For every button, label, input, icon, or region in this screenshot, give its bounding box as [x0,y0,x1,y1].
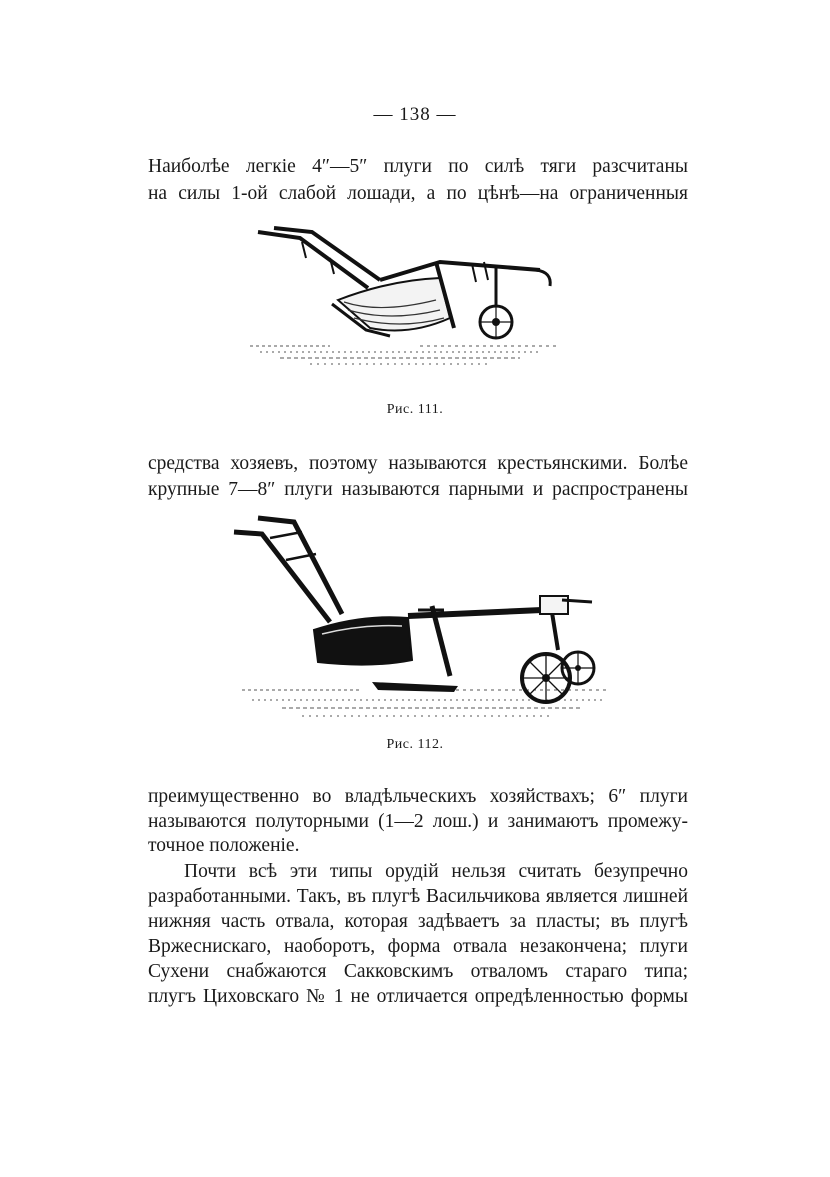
figure-111-caption: Рис. 111. [386,402,444,417]
text-line: Вржеснискаго, наоборотъ, форма отвала незакончена; плуги [148,936,688,957]
text-line: нижняя часть отвала, которая задѣваетъ за пласты; въ плугѣ [148,911,688,932]
text-line: Сухени снабжаются Сакковскимъ отваломъ стараго типа; [148,961,688,982]
text-line: плугъ Циховскаго № 1 не отличается опредѣленностью формы [148,986,688,1007]
text-line: Почти всѣ эти типы орудій нельзя считать безупречно [184,861,688,882]
text-line: разработанными. Такъ, въ плугѣ Васильчикова является лишней [148,886,688,907]
text-line: преимущественно во владѣльческихъ хозяйствахъ; 6″ плуги [148,786,688,807]
text-line: Наиболѣе легкіе 4″—5″ плуги по силѣ тяги разсчитаны [148,156,688,177]
text-line: на силы 1-ой слабой лошади, а по цѣнѣ—на ограниченныя [148,183,688,204]
figure-112-caption: Рис. 112. [386,737,444,752]
figure-112-plough-illustration [222,510,612,728]
page-number: — 138 — [373,104,457,125]
figure-111-plough-illustration [240,218,570,368]
text-line: крупные 7—8″ плуги называются парными и распространены [148,479,688,500]
text-line: называются полуторными (1—2 лош.) и занимаютъ промежу- [148,811,688,832]
text-line: точное положеніе. [148,835,300,856]
text-line: средства хозяевъ, поэтому называются крестьянскими. Болѣе [148,453,688,474]
